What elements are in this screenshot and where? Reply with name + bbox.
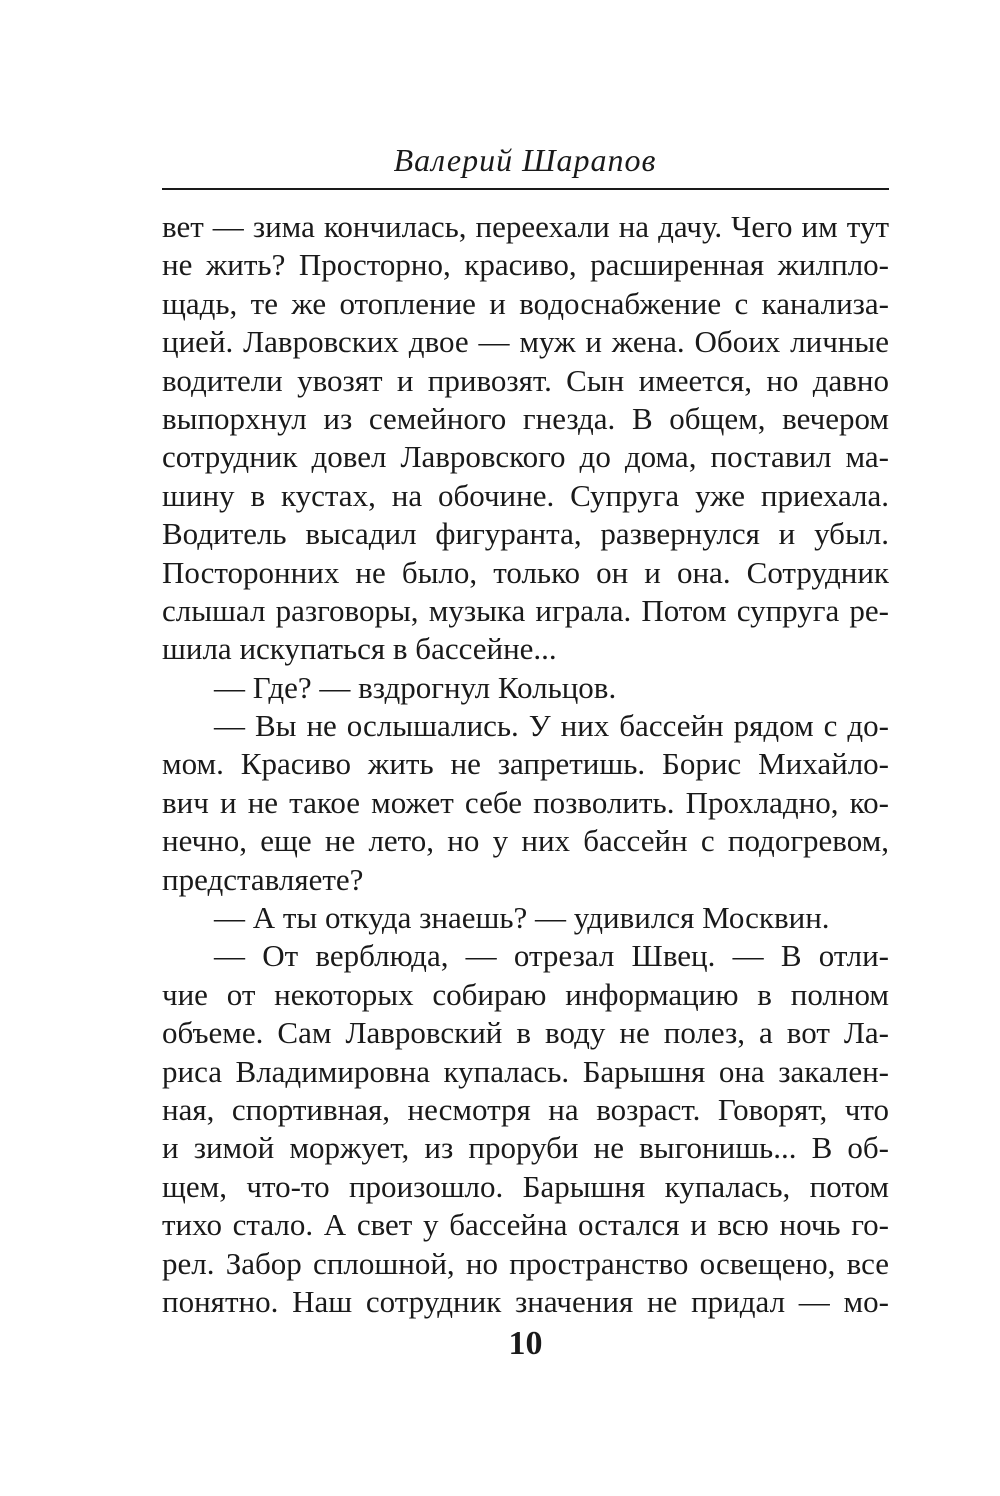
text-line: слышал разговоры, музыка играла. Потом супруга ре- (162, 592, 889, 628)
text-line: цией. Лавровских двое — муж и жена. Обоих личные (162, 324, 889, 360)
text-line: представляете? (162, 861, 364, 897)
text-line: водители увозят и привозят. Сын имеется, но давно (162, 362, 889, 398)
text-line: чие от некоторых собираю информацию в полном (162, 976, 889, 1012)
text-line: рел. Забор сплошной, но пространство освещено, все (162, 1245, 889, 1281)
text-line: объеме. Сам Лавровский в воду не полез, а вот Ла- (162, 1015, 889, 1051)
header-divider (162, 188, 889, 190)
body-text (162, 208, 889, 1321)
text-line: шину в кустах, на обочине. Супруга уже приехала. (162, 477, 889, 513)
text-line: шила искупаться в бассейне... (162, 631, 557, 667)
text-line: щем, что-то произошло. Барышня купалась, потом (162, 1168, 889, 1204)
text-line: мом. Красиво жить не запретишь. Борис Михайло- (162, 746, 889, 782)
text-line: — Где? — вздрогнул Кольцов. (214, 669, 617, 705)
text-line: Посторонних не было, только он и она. Сотрудник (162, 554, 889, 590)
text-line: — От верблюда, — отрезал Швец. — В отли- (214, 938, 889, 974)
text-line: Водитель высадил фигуранта, развернулся и убыл. (162, 516, 889, 552)
text-line: нечно, еще не лето, но у них бассейн с подогревом, (162, 823, 889, 859)
text-line: выпорхнул из семейного гнезда. В общем, вечером (162, 400, 889, 436)
text-line: вич и не такое может себе позволить. Прохладно, ко- (162, 784, 889, 820)
text-line: не жить? Просторно, красиво, расширенная жилпло- (162, 247, 889, 283)
running-header-author: Валерий Шарапов (393, 142, 657, 178)
text-line: тихо стало. А свет у бассейна остался и всю ночь го- (162, 1207, 889, 1243)
text-line: сотрудник довел Лавровского до дома, поставил ма- (162, 439, 889, 475)
text-line: понятно. Наш сотрудник значения не придал — мо- (162, 1283, 889, 1319)
text-line: риса Владимировна купалась. Барышня она закален- (162, 1053, 889, 1089)
text-line: — Вы не ослышались. У них бассейн рядом с до- (214, 708, 889, 744)
text-line: вет — зима кончилась, переехали на дачу. Чего им тут (162, 209, 889, 244)
text-line: и зимой моржует, из проруби не выгонишь... В об- (162, 1130, 889, 1166)
text-line: — А ты откуда знаешь? — удивился Москвин. (214, 900, 830, 936)
text-line: щадь, те же отопление и водоснабжение с канализа- (162, 285, 889, 321)
page-number: 10 (508, 1325, 543, 1362)
text-line: ная, спортивная, несмотря на возраст. Говорят, что (162, 1091, 889, 1127)
